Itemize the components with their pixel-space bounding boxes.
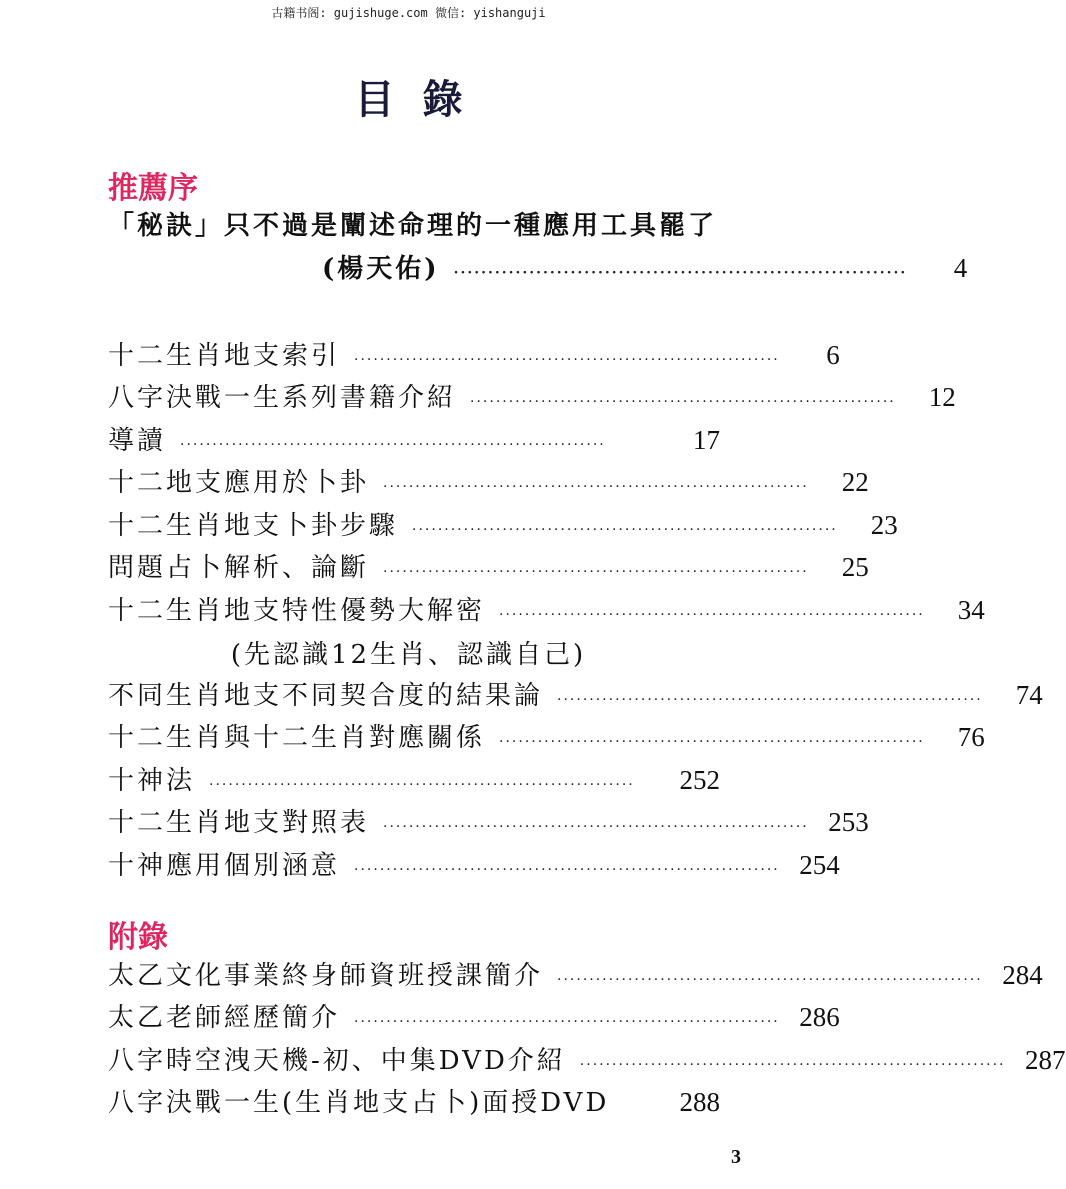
leader-dots: ·································································· <box>557 692 983 708</box>
toc-entry-label: 十二生肖地支卜卦步驟 <box>108 511 399 541</box>
leader-dots: ·································································· <box>354 862 780 878</box>
toc-entry[interactable] <box>108 590 985 630</box>
toc-entry[interactable] <box>108 420 720 460</box>
page-ref: 284 <box>1002 960 1043 990</box>
toc-entry-label: 十神應用個別涵意 <box>108 851 341 881</box>
preface-heading: 推薦序 <box>108 171 198 206</box>
toc-entry-note: (先認識12生肖、認識自己) <box>230 640 587 670</box>
toc-entry-label: 導讀 <box>108 426 167 456</box>
page-ref: 23 <box>870 510 898 540</box>
page-ref: 4 <box>953 253 968 283</box>
leader-dots: ·································································· <box>412 522 838 538</box>
toc-entry[interactable] <box>108 377 956 417</box>
page-ref: 254 <box>799 850 840 880</box>
page-ref: 252 <box>679 765 720 795</box>
page-ref: 253 <box>828 807 869 837</box>
toc-entry-label: 十神法 <box>108 766 196 796</box>
appendix-entry-label: 八字時空洩天機-初、中集DVD介紹 <box>108 1046 566 1076</box>
leader-dots: ·································································· <box>383 479 809 495</box>
appendix-entry[interactable] <box>108 955 1043 995</box>
leader-dots: ·································································· <box>209 777 635 793</box>
leader-dots: ·································································· <box>383 564 809 580</box>
page-ref: 25 <box>841 552 869 582</box>
toc-entry[interactable] <box>108 760 720 800</box>
toc-entry[interactable] <box>108 462 869 502</box>
preface-title: 「秘訣」只不過是闡述命理的一種應用工具罷了 <box>108 211 718 241</box>
preface-line-2 <box>322 248 968 288</box>
page-ref: 76 <box>957 722 985 752</box>
toc-entry[interactable] <box>108 802 869 842</box>
page-number: 3 <box>731 1146 741 1168</box>
appendix-entry[interactable] <box>108 1040 1066 1080</box>
toc-entry-label: 十二生肖與十二生肖對應關係 <box>108 723 486 753</box>
preface-author: (楊天佑) <box>322 254 440 284</box>
page-ref: 6 <box>826 340 840 370</box>
toc-entry-label: 不同生肖地支不同契合度的結果論 <box>108 681 544 711</box>
toc-entry[interactable] <box>108 717 985 757</box>
toc-entry[interactable] <box>108 675 1043 715</box>
leader-dots: ·································································· <box>354 1014 780 1030</box>
leader-dots: ·································································· <box>557 972 983 988</box>
appendix-heading: 附錄 <box>108 920 168 955</box>
toc-entry-label: 問題占卜解析、論斷 <box>108 553 370 583</box>
preface-line-1 <box>108 205 720 245</box>
page-ref: 22 <box>841 467 869 497</box>
leader-dots: ·································································· <box>180 437 606 453</box>
toc-entry[interactable] <box>108 845 840 885</box>
toc-entry-label: 十二生肖地支特性優勢大解密 <box>108 596 486 626</box>
page-ref: 74 <box>1015 680 1043 710</box>
appendix-entry-label: 八字決戰一生(生肖地支占卜)面授DVD <box>108 1088 610 1118</box>
toc-entry-label: 八字決戰一生系列書籍介紹 <box>108 383 457 413</box>
page-ref: 12 <box>928 382 956 412</box>
page-ref: 287 <box>1025 1045 1066 1075</box>
page-ref: 34 <box>957 595 985 625</box>
toc-entry[interactable] <box>108 547 869 587</box>
toc-entry-label: 十二生肖地支索引 <box>108 341 341 371</box>
page-title: 目錄 <box>354 76 491 123</box>
page-ref: 17 <box>693 425 720 455</box>
appendix-entry[interactable] <box>108 997 840 1037</box>
leader-dots: ·································································· <box>383 819 809 835</box>
leader-dots: ·································································· <box>499 607 925 623</box>
page-ref: 286 <box>799 1002 840 1032</box>
appendix-entry[interactable] <box>108 1082 720 1122</box>
page-ref: 288 <box>679 1087 720 1117</box>
toc-entry-label: 十二生肖地支對照表 <box>108 808 370 838</box>
leader-dots: ·································································· <box>579 1057 1006 1073</box>
leader-dots: ·································································· <box>499 734 925 750</box>
toc-entry[interactable] <box>108 505 898 545</box>
toc-entry-label: 十二地支應用於卜卦 <box>108 468 370 498</box>
leader-dots: ·································································· <box>470 394 896 410</box>
appendix-entry-label: 太乙文化事業終身師資班授課簡介 <box>108 961 544 991</box>
watermark: 古籍书阁: gujishuge.com 微信: yishanguji <box>271 6 546 20</box>
leader-dots: ·································································· <box>354 352 780 368</box>
appendix-entry-label: 太乙老師經歷簡介 <box>108 1003 341 1033</box>
toc-entry[interactable] <box>108 335 840 375</box>
leader-dots: ·································································· <box>453 265 908 281</box>
